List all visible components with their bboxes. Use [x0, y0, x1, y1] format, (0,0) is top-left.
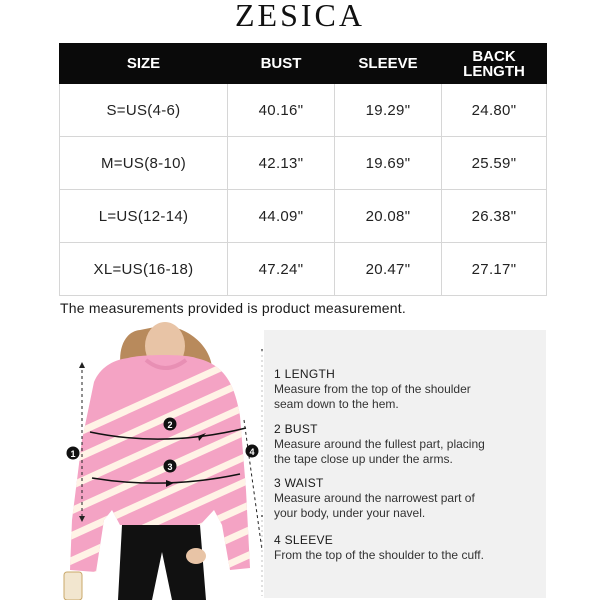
cell-size: XL=US(16-18)	[60, 243, 228, 296]
cell-bust: 40.16"	[228, 84, 335, 137]
measurement-title: 4 SLEEVE	[274, 533, 334, 547]
model-illustration	[0, 320, 270, 600]
cell-sleeve: 19.29"	[335, 84, 442, 137]
marker-3	[164, 460, 177, 473]
header-bust: BUST	[228, 44, 335, 84]
hand-shape	[186, 548, 206, 564]
svg-text:4: 4	[249, 447, 255, 457]
measurement-desc: Measure around the narrowest part of your body, under your navel.	[274, 491, 475, 520]
cell-size: S=US(4-6)	[60, 84, 228, 137]
measurement-waist	[274, 476, 534, 521]
header-sleeve: SLEEVE	[335, 44, 442, 84]
bag-shape	[64, 572, 82, 600]
measurement-note: The measurements provided is product measurement.	[60, 300, 406, 316]
marker-2	[164, 418, 177, 431]
measurement-bust	[274, 422, 534, 467]
measurement-desc: From the top of the shoulder to the cuff.	[274, 548, 484, 562]
measurement-title: 3 WAIST	[274, 476, 324, 490]
table-header-row	[60, 44, 547, 84]
measurement-desc: Measure from the top of the shoulder seam down to the hem.	[274, 382, 471, 411]
table-row	[60, 137, 547, 190]
cell-sleeve: 19.69"	[335, 137, 442, 190]
measurement-title: 2 BUST	[274, 422, 318, 436]
marker-4	[246, 445, 259, 458]
cell-bust: 47.24"	[228, 243, 335, 296]
divider-dots	[261, 348, 263, 598]
cell-bust: 42.13"	[228, 137, 335, 190]
cell-back-length: 24.80"	[442, 84, 547, 137]
measurement-length	[274, 367, 534, 412]
cell-back-length: 27.17"	[442, 243, 547, 296]
svg-text:2: 2	[167, 420, 173, 430]
cell-bust: 44.09"	[228, 190, 335, 243]
model-figure	[0, 320, 270, 600]
size-chart-table	[59, 43, 547, 296]
length-arrow-top	[79, 362, 85, 368]
header-back-length: BACK LENGTH	[442, 44, 547, 84]
table-row	[60, 190, 547, 243]
svg-text:3: 3	[167, 462, 173, 472]
svg-text:1: 1	[70, 449, 76, 459]
table-row	[60, 243, 547, 296]
measurement-sleeve	[274, 533, 534, 563]
cell-size: L=US(12-14)	[60, 190, 228, 243]
cell-back-length: 26.38"	[442, 190, 547, 243]
measurement-title: 1 LENGTH	[274, 367, 336, 381]
cell-sleeve: 20.08"	[335, 190, 442, 243]
cell-size: M=US(8-10)	[60, 137, 228, 190]
cell-back-length: 25.59"	[442, 137, 547, 190]
cell-sleeve: 20.47"	[335, 243, 442, 296]
marker-1	[67, 447, 80, 460]
measurement-desc: Measure around the fullest part, placing the tape close up under the arms.	[274, 437, 485, 466]
table-row	[60, 84, 547, 137]
brand-logo: ZESICA	[235, 0, 365, 33]
header-size: SIZE	[60, 44, 228, 84]
